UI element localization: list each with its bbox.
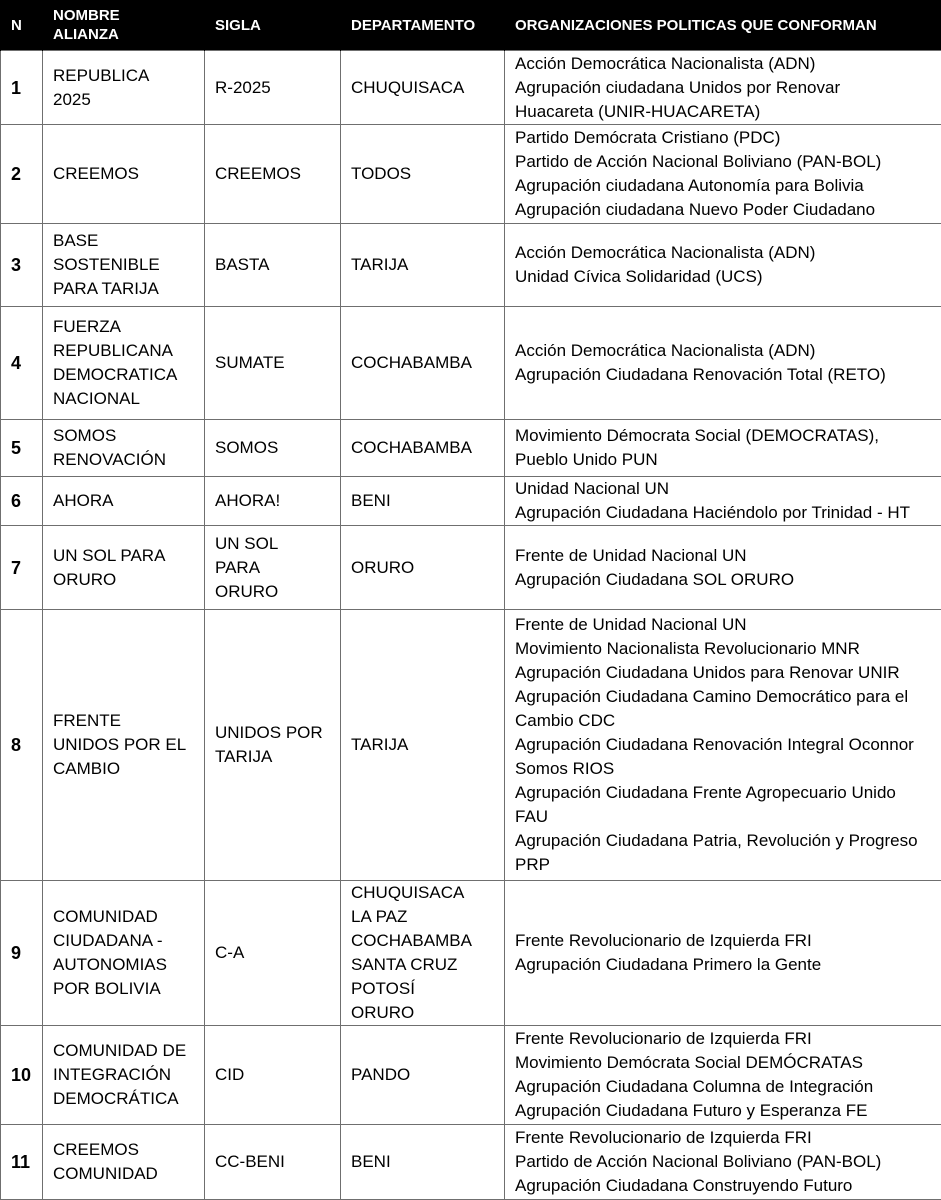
table-row — [1, 477, 941, 526]
cell-nombre-alianza — [43, 420, 205, 477]
cell-departamento — [341, 51, 505, 125]
cell-organizaciones-line: Agrupación ciudadana Autonomía para Bolivia — [515, 176, 864, 195]
cell-organizaciones — [505, 125, 941, 224]
cell-organizaciones-line: Agrupación Ciudadana SOL ORURO — [515, 569, 795, 589]
cell-sigla-line: UNIDOS POR — [215, 723, 323, 742]
table-row — [1, 51, 941, 125]
cell-organizaciones-line: Agrupación Ciudadana Renovación Total (RETO) — [515, 365, 886, 384]
cell-sigla-line: UN SOL — [215, 533, 279, 553]
cell-nombre-alianza — [43, 881, 205, 1026]
cell-sigla — [205, 307, 341, 420]
cell-nombre-alianza-line: 2025 — [53, 89, 91, 109]
cell-nombre-alianza-line: AHORA — [53, 491, 114, 510]
cell-sigla — [205, 51, 341, 125]
cell-departamento — [341, 224, 505, 307]
cell-organizaciones-line: Huacareta (UNIR-HUACARETA) — [515, 101, 761, 121]
cell-nombre-alianza-line: UNIDOS POR EL — [53, 735, 187, 754]
cell-organizaciones — [505, 224, 941, 307]
cell-departamento — [341, 420, 505, 477]
table-row — [1, 224, 941, 307]
cell-n: 9 — [1, 881, 43, 1026]
table-row — [1, 125, 941, 224]
cell-organizaciones-line: Somos RIOS — [515, 759, 615, 778]
cell-sigla — [205, 1026, 341, 1125]
cell-sigla — [205, 881, 341, 1026]
cell-departamento-line: TODOS — [351, 164, 412, 183]
cell-organizaciones-line: Frente Revolucionario de Izquierda FRI — [515, 931, 812, 950]
header-row — [1, 0, 941, 51]
cell-sigla — [205, 610, 341, 881]
cell-sigla-line: BASTA — [215, 255, 270, 274]
cell-sigla — [205, 224, 341, 307]
cell-organizaciones — [505, 610, 941, 881]
cell-organizaciones-line: Cambio CDC — [515, 711, 616, 730]
cell-organizaciones — [505, 51, 941, 125]
cell-organizaciones-line: Partido de Acción Nacional Boliviano (PAN-BOL) — [515, 1152, 882, 1171]
cell-departamento-line: TARIJA — [351, 735, 409, 754]
cell-organizaciones-line: Agrupación Ciudadana Columna de Integración — [515, 1077, 874, 1096]
cell-departamento — [341, 477, 505, 526]
cell-organizaciones — [505, 420, 941, 477]
cell-organizaciones-line: Unidad Cívica Solidaridad (UCS) — [515, 267, 763, 286]
cell-nombre-alianza-line: COMUNIDAD — [53, 907, 158, 926]
cell-departamento-line: COCHABAMBA — [351, 353, 472, 372]
cell-nombre-alianza-line: FUERZA — [53, 317, 121, 336]
cell-organizaciones-line: Frente Revolucionario de Izquierda FRI — [515, 1029, 812, 1048]
cell-organizaciones-line: FAU — [515, 807, 549, 826]
cell-nombre-alianza-line: POR BOLIVIA — [53, 979, 161, 998]
cell-sigla — [205, 526, 341, 610]
cell-sigla-line: SUMATE — [215, 353, 285, 372]
table-body — [1, 51, 941, 1200]
cell-organizaciones-line: Agrupación Ciudadana Primero la Gente — [515, 955, 822, 974]
cell-nombre-alianza-line: INTEGRACIÓN — [53, 1065, 172, 1084]
cell-departamento-line: POTOSÍ — [351, 979, 415, 998]
table-row — [1, 526, 941, 610]
cell-n: 7 — [1, 526, 43, 610]
cell-departamento — [341, 1026, 505, 1125]
cell-organizaciones-line: Agrupación Ciudadana Frente Agropecuario Unido — [515, 783, 896, 802]
cell-n: 11 — [1, 1125, 43, 1200]
cell-organizaciones-line: Acción Democrática Nacionalista (ADN) — [515, 53, 816, 73]
cell-departamento — [341, 881, 505, 1026]
cell-organizaciones-line: Agrupación Ciudadana Renovación Integral Oconnor — [515, 735, 914, 754]
cell-sigla-line: CID — [215, 1065, 245, 1084]
cell-sigla-line: PARA — [215, 557, 261, 577]
cell-organizaciones — [505, 1026, 941, 1125]
cell-sigla — [205, 477, 341, 526]
cell-nombre-alianza-line: COMUNIDAD — [53, 1164, 158, 1183]
cell-organizaciones-line: Frente Revolucionario de Izquierda FRI — [515, 1128, 812, 1147]
cell-nombre-alianza-line: DEMOCRATICA — [53, 365, 178, 384]
cell-departamento-line: TARIJA — [351, 255, 409, 274]
cell-nombre-alianza — [43, 224, 205, 307]
cell-nombre-alianza — [43, 307, 205, 420]
cell-departamento-line: LA PAZ — [351, 907, 408, 926]
cell-sigla-line: CC-BENI — [215, 1152, 285, 1171]
cell-nombre-alianza-line: REPUBLICANA — [53, 341, 173, 360]
cell-sigla — [205, 125, 341, 224]
cell-n: 6 — [1, 477, 43, 526]
cell-nombre-alianza — [43, 477, 205, 526]
cell-n: 5 — [1, 420, 43, 477]
table-row — [1, 610, 941, 881]
cell-organizaciones-line: Movimiento Démocrata Social (DEMOCRATAS), — [515, 426, 880, 445]
cell-nombre-alianza — [43, 51, 205, 125]
cell-n: 2 — [1, 125, 43, 224]
cell-organizaciones-line: Frente de Unidad Nacional UN — [515, 545, 747, 565]
cell-organizaciones — [505, 881, 941, 1026]
cell-nombre-alianza-line: NACIONAL — [53, 389, 140, 408]
table-row — [1, 881, 941, 1026]
cell-organizaciones-line: Agrupación Ciudadana Haciéndolo por Trinidad - HT — [515, 503, 911, 522]
cell-organizaciones-line: Frente de Unidad Nacional UN — [515, 615, 747, 634]
cell-organizaciones — [505, 526, 941, 610]
cell-departamento — [341, 526, 505, 610]
cell-nombre-alianza-line: SOMOS — [53, 426, 117, 445]
cell-organizaciones-line: Partido Demócrata Cristiano (PDC) — [515, 128, 781, 147]
cell-organizaciones — [505, 477, 941, 526]
table-row — [1, 1026, 941, 1125]
cell-organizaciones-line: Acción Democrática Nacionalista (ADN) — [515, 341, 816, 360]
cell-departamento-line: BENI — [351, 1152, 391, 1171]
cell-organizaciones — [505, 307, 941, 420]
cell-organizaciones-line: Agrupación ciudadana Nuevo Poder Ciudadano — [515, 200, 876, 219]
cell-nombre-alianza-line: COMUNIDAD DE — [53, 1041, 187, 1060]
cell-departamento-line: PANDO — [351, 1065, 411, 1084]
cell-nombre-alianza-line: CIUDADANA - — [53, 931, 163, 950]
cell-organizaciones-line: Agrupación Ciudadana Patria, Revolución y Progreso — [515, 831, 918, 850]
cell-organizaciones-line: PRP — [515, 855, 550, 874]
cell-n: 3 — [1, 224, 43, 307]
cell-nombre-alianza-line: FRENTE — [53, 711, 121, 730]
cell-organizaciones — [505, 1125, 941, 1200]
cell-n: 10 — [1, 1026, 43, 1125]
cell-sigla — [205, 420, 341, 477]
cell-sigla-line: AHORA! — [215, 491, 281, 510]
cell-departamento-line: COCHABAMBA — [351, 931, 472, 950]
cell-sigla-line: SOMOS — [215, 438, 279, 457]
cell-nombre-alianza-line: SOSTENIBLE — [53, 255, 160, 274]
cell-sigla-line: C-A — [215, 943, 245, 962]
cell-sigla-line: ORURO — [215, 581, 279, 601]
cell-organizaciones-line: Agrupación ciudadana Unidos por Renovar — [515, 77, 841, 97]
cell-departamento-line: BENI — [351, 491, 391, 510]
cell-organizaciones-line: Acción Democrática Nacionalista (ADN) — [515, 243, 816, 262]
cell-n: 8 — [1, 610, 43, 881]
header-organizaciones: ORGANIZACIONES POLITICAS QUE CONFORMAN — [505, 0, 941, 51]
cell-organizaciones-line: Pueblo Unido PUN — [515, 450, 658, 469]
cell-departamento-line: CHUQUISACA — [351, 883, 465, 902]
cell-nombre-alianza-line: CREEMOS — [53, 164, 139, 183]
cell-nombre-alianza-line: UN SOL PARA — [53, 545, 166, 565]
cell-departamento — [341, 307, 505, 420]
cell-organizaciones-line: Agrupación Ciudadana Construyendo Futuro — [515, 1176, 853, 1195]
cell-nombre-alianza-line: RENOVACIÓN — [53, 450, 167, 469]
table-row — [1, 307, 941, 420]
cell-nombre-alianza-line: ORURO — [53, 569, 117, 589]
header-nombre-alianza: NOMBRE ALIANZA — [43, 0, 205, 51]
cell-nombre-alianza — [43, 526, 205, 610]
cell-departamento-line: CHUQUISACA — [351, 77, 465, 97]
cell-nombre-alianza — [43, 610, 205, 881]
cell-departamento-line: SANTA CRUZ — [351, 955, 458, 974]
cell-nombre-alianza-line: BASE — [53, 231, 99, 250]
cell-sigla — [205, 1125, 341, 1200]
cell-departamento — [341, 610, 505, 881]
cell-departamento-line: ORURO — [351, 1003, 415, 1022]
header-sigla: SIGLA — [205, 0, 341, 51]
cell-organizaciones-line: Agrupación Ciudadana Futuro y Esperanza FE — [515, 1101, 868, 1120]
cell-departamento-line: COCHABAMBA — [351, 438, 472, 457]
cell-departamento-line: ORURO — [351, 557, 415, 577]
header-departamento: DEPARTAMENTO — [341, 0, 505, 51]
cell-nombre-alianza-line: CREEMOS — [53, 1140, 139, 1159]
cell-organizaciones-line: Unidad Nacional UN — [515, 479, 670, 498]
cell-n: 4 — [1, 307, 43, 420]
cell-departamento — [341, 1125, 505, 1200]
cell-sigla-line: CREEMOS — [215, 164, 301, 183]
cell-nombre-alianza-line: REPUBLICA — [53, 65, 150, 85]
cell-organizaciones-line: Agrupación Ciudadana Unidos para Renovar UNIR — [515, 663, 900, 682]
cell-departamento — [341, 125, 505, 224]
cell-nombre-alianza-line: CAMBIO — [53, 759, 121, 778]
cell-organizaciones-line: Movimiento Nacionalista Revolucionario MNR — [515, 639, 860, 658]
cell-organizaciones-line: Agrupación Ciudadana Camino Democrático para el — [515, 687, 909, 706]
cell-nombre-alianza-line: PARA TARIJA — [53, 279, 159, 298]
table-row — [1, 1125, 941, 1200]
cell-organizaciones-line: Partido de Acción Nacional Boliviano (PAN-BOL) — [515, 152, 882, 171]
cell-sigla-line: TARIJA — [215, 747, 273, 766]
cell-n: 1 — [1, 51, 43, 125]
cell-nombre-alianza — [43, 125, 205, 224]
cell-nombre-alianza — [43, 1125, 205, 1200]
header-n: N — [1, 0, 43, 51]
table-row — [1, 420, 941, 477]
cell-nombre-alianza — [43, 1026, 205, 1125]
cell-sigla-line: R-2025 — [215, 77, 271, 97]
cell-nombre-alianza-line: AUTONOMIAS — [53, 955, 167, 974]
cell-organizaciones-line: Movimiento Demócrata Social DEMÓCRATAS — [515, 1053, 863, 1072]
cell-nombre-alianza-line: DEMOCRÁTICA — [53, 1089, 179, 1108]
